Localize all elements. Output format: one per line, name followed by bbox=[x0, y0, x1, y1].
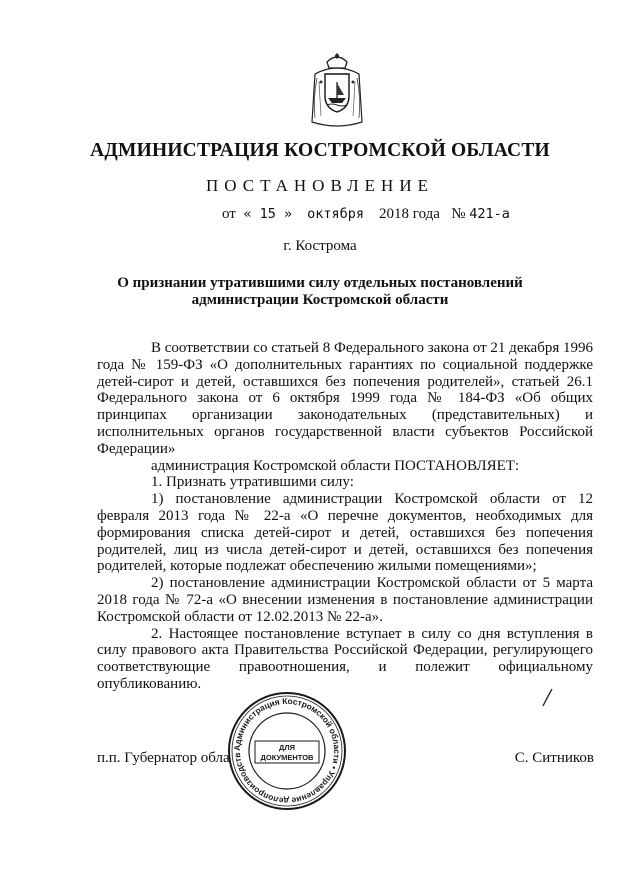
date-year: 2018 года bbox=[379, 206, 440, 222]
document-type: ПОСТАНОВЛЕНИЕ bbox=[205, 176, 434, 195]
seal-ring-text: Администрация Костромской области • Управление делопроизводств bbox=[231, 695, 343, 807]
date-day: « 15 » bbox=[243, 206, 293, 222]
organization-title: АДМИНИСТРАЦИЯ КОСТРОМСКОЙ ОБЛАСТИ bbox=[90, 140, 550, 161]
seal-center-line-2: ДОКУМЕНТОВ bbox=[260, 753, 314, 762]
number-prefix: № bbox=[451, 206, 466, 222]
title-line-2: администрации Костромской области bbox=[191, 292, 449, 308]
city: г. Кострома bbox=[283, 238, 357, 254]
signer-position: п.п. Губернатор обла bbox=[97, 750, 230, 766]
document-title bbox=[0, 275, 640, 309]
item-1-1: 1) постановление администрации Костромской области от 12 февраля 2013 года № 22-а «О перечне документов, необходимых для формирования списка детей-сирот и детей, оставшихся без попечения родителей, лиц из числа детей-сирот и детей, оставшихся без попечения родителей, которые подлежат обеспечению жилыми помещениями»; bbox=[97, 491, 593, 575]
pen-tick-icon bbox=[540, 688, 554, 708]
resolves-line: администрация Костромской области ПОСТАНОВЛЯЕТ: bbox=[151, 457, 520, 474]
date-prefix: от bbox=[222, 206, 236, 222]
signer-name: С. Ситников bbox=[514, 750, 594, 766]
date-month: октября bbox=[307, 206, 365, 222]
date-number-line bbox=[222, 206, 510, 223]
title-line-1: О признании утратившими силу отдельных постановлений bbox=[117, 275, 523, 291]
document-number: 421-а bbox=[469, 206, 510, 222]
item-2: 2. Настоящее постановление вступает в силу со дня вступления в силу правового акта Правительства Российской Федерации, регулирующего соответствующие правоотношения, и полежит официальному опубликованию. bbox=[97, 625, 593, 692]
coat-of-arms-icon bbox=[307, 52, 367, 130]
seal-center-line-1: ДЛЯ bbox=[279, 743, 295, 752]
round-seal-icon bbox=[226, 690, 348, 812]
item-1-2: 2) постановление администрации Костромской области от 5 марта 2018 года № 72-а «О внесении изменения в постановление администрации Костромской области от 12.02.2013 № 22-а». bbox=[97, 575, 593, 625]
document-body bbox=[97, 340, 593, 693]
preamble: В соответствии со статьей 8 Федерального закона от 21 декабря 1996 года № 159-ФЗ «О дополнительных гарантиях по социальной поддержке детей-сирот и детей, оставшихся без попечения родителей», статьей 26.1 Федерального закона от 6 октября 1999 года № 184-ФЗ «Об общих принципах организации законодательных (представительных) и исполнительных органов государственной власти субъектов Российской Федерации» bbox=[97, 340, 593, 457]
item-1: 1. Признать утратившими силу: bbox=[151, 474, 354, 491]
